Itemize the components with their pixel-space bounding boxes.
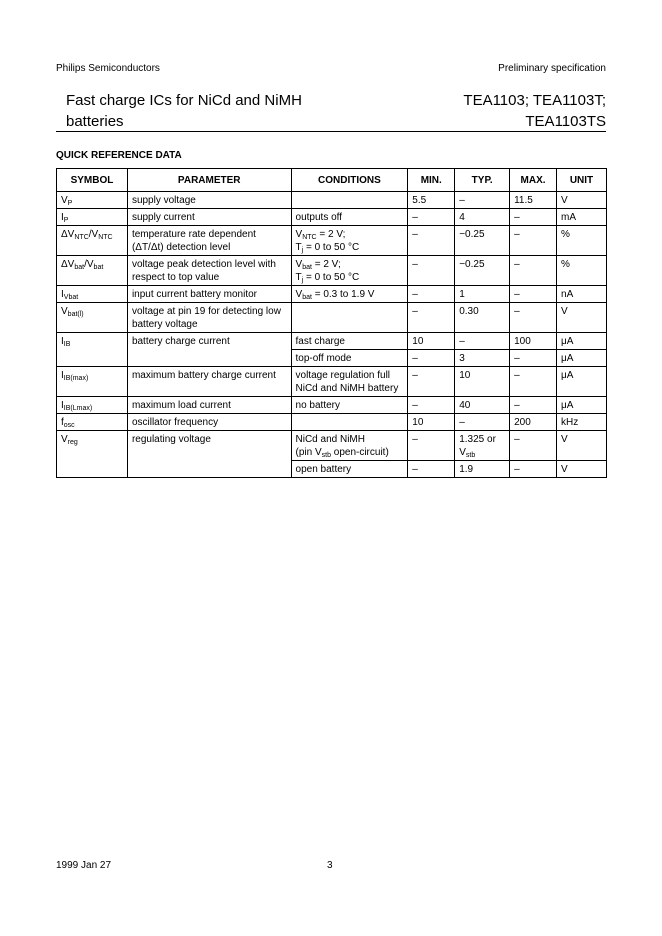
- document-title: [66, 90, 302, 132]
- min-cell: –: [408, 397, 455, 414]
- parameter-cell: regulating voltage: [127, 431, 291, 478]
- max-cell: –: [510, 350, 557, 367]
- symbol-cell: $V_{reg}$: [57, 431, 128, 478]
- unit-cell: μA: [557, 333, 607, 350]
- parameter-cell: temperature rate dependent (ΔT/Δt) detection level: [127, 226, 291, 256]
- typ-cell: –: [455, 333, 510, 350]
- conditions-cell: fast charge: [291, 333, 408, 350]
- symbol-cell: $V_P$: [57, 192, 128, 209]
- unit-cell: %: [557, 256, 607, 286]
- max-cell: –: [510, 397, 557, 414]
- title-line-2: batteries: [66, 113, 124, 130]
- typ-cell: −0.25: [455, 226, 510, 256]
- col-header-parameter: PARAMETER: [127, 169, 291, 192]
- typ-cell: 1.325 or $V_{stb}$: [455, 431, 510, 461]
- max-cell: 200: [510, 414, 557, 431]
- min-cell: 10: [408, 333, 455, 350]
- unit-cell: V: [557, 461, 607, 478]
- typ-cell: 3: [455, 350, 510, 367]
- max-cell: –: [510, 431, 557, 461]
- table-row: [57, 414, 607, 431]
- min-cell: –: [408, 256, 455, 286]
- min-cell: –: [408, 431, 455, 461]
- table-row: [57, 397, 607, 414]
- max-cell: –: [510, 461, 557, 478]
- typ-cell: −0.25: [455, 256, 510, 286]
- unit-cell: nA: [557, 286, 607, 303]
- col-header-typ: TYP.: [455, 169, 510, 192]
- parameter-cell: maximum load current: [127, 397, 291, 414]
- max-cell: –: [510, 286, 557, 303]
- table-row: [57, 333, 607, 350]
- max-cell: 100: [510, 333, 557, 350]
- symbol-cell: $V_{bat(l)}$: [57, 303, 128, 333]
- unit-cell: μA: [557, 397, 607, 414]
- unit-cell: mA: [557, 209, 607, 226]
- conditions-cell: [291, 414, 408, 431]
- table-row: [57, 431, 607, 461]
- conditions-cell: $V_{NTC} = 2$ V; $T_j = 0$ to 50 °C: [291, 226, 408, 256]
- conditions-cell: [291, 192, 408, 209]
- table-row: [57, 286, 607, 303]
- max-cell: –: [510, 367, 557, 397]
- quick-reference-table: [56, 168, 607, 478]
- section-title: QUICK REFERENCE DATA: [56, 150, 182, 161]
- table-row: [57, 209, 607, 226]
- min-cell: 10: [408, 414, 455, 431]
- unit-cell: V: [557, 192, 607, 209]
- parameter-cell: supply voltage: [127, 192, 291, 209]
- typ-cell: 0.30: [455, 303, 510, 333]
- symbol-cell: $I_{IB(Lmax)}$: [57, 397, 128, 414]
- unit-cell: μA: [557, 350, 607, 367]
- max-cell: –: [510, 226, 557, 256]
- col-header-unit: UNIT: [557, 169, 607, 192]
- min-cell: –: [408, 209, 455, 226]
- part-numbers: [463, 90, 606, 132]
- typ-cell: 1.9: [455, 461, 510, 478]
- unit-cell: V: [557, 303, 607, 333]
- conditions-cell: voltage regulation full NiCd and NiMH battery: [291, 367, 408, 397]
- unit-cell: %: [557, 226, 607, 256]
- symbol-cell: $\Delta V_{bat}/V_{bat}$: [57, 256, 128, 286]
- unit-cell: kHz: [557, 414, 607, 431]
- document-status: Preliminary specification: [498, 63, 606, 74]
- min-cell: –: [408, 286, 455, 303]
- table-row: [57, 192, 607, 209]
- conditions-cell: outputs off: [291, 209, 408, 226]
- title-line-1: Fast charge ICs for NiCd and NiMH: [66, 92, 302, 109]
- parameter-cell: voltage peak detection level with respect to top value: [127, 256, 291, 286]
- min-cell: –: [408, 303, 455, 333]
- typ-cell: 1: [455, 286, 510, 303]
- col-header-max: MAX.: [510, 169, 557, 192]
- symbol-cell: $I_{IB(max)}$: [57, 367, 128, 397]
- conditions-cell: NiCd and NiMH (pin $V_{stb}$ open-circuit): [291, 431, 408, 461]
- max-cell: 11.5: [510, 192, 557, 209]
- parameter-cell: battery charge current: [127, 333, 291, 367]
- unit-cell: V: [557, 431, 607, 461]
- company-name: Philips Semiconductors: [56, 63, 160, 74]
- col-header-conditions: CONDITIONS: [291, 169, 408, 192]
- conditions-cell: $V_{bat} = 0.3$ to 1.9 V: [291, 286, 408, 303]
- part-line-2: TEA1103TS: [525, 113, 606, 130]
- table-row: [57, 256, 607, 286]
- max-cell: –: [510, 209, 557, 226]
- symbol-cell: $\Delta V_{NTC}/V_{NTC}$: [57, 226, 128, 256]
- typ-cell: –: [455, 414, 510, 431]
- typ-cell: –: [455, 192, 510, 209]
- min-cell: –: [408, 367, 455, 397]
- typ-cell: 4: [455, 209, 510, 226]
- min-cell: –: [408, 226, 455, 256]
- footer-date: 1999 Jan 27: [56, 860, 112, 871]
- table-row: [57, 226, 607, 256]
- col-header-symbol: SYMBOL: [57, 169, 128, 192]
- table-header-row: [57, 169, 607, 192]
- min-cell: –: [408, 350, 455, 367]
- title-divider: [56, 131, 606, 132]
- parameter-cell: input current battery monitor: [127, 286, 291, 303]
- conditions-cell: top-off mode: [291, 350, 408, 367]
- max-cell: –: [510, 256, 557, 286]
- symbol-cell: $I_{Vbat}$: [57, 286, 128, 303]
- col-header-min: MIN.: [408, 169, 455, 192]
- parameter-cell: supply current: [127, 209, 291, 226]
- conditions-cell: $V_{bat} = 2$ V; $T_j = 0$ to 50 °C: [291, 256, 408, 286]
- parameter-cell: oscillator frequency: [127, 414, 291, 431]
- page-number: 3: [327, 860, 333, 871]
- min-cell: –: [408, 461, 455, 478]
- unit-cell: μA: [557, 367, 607, 397]
- symbol-cell: $I_P$: [57, 209, 128, 226]
- conditions-cell: [291, 303, 408, 333]
- parameter-cell: voltage at pin 19 for detecting low battery voltage: [127, 303, 291, 333]
- min-cell: 5.5: [408, 192, 455, 209]
- parameter-cell: maximum battery charge current: [127, 367, 291, 397]
- typ-cell: 10: [455, 367, 510, 397]
- table-row: [57, 367, 607, 397]
- conditions-cell: no battery: [291, 397, 408, 414]
- conditions-cell: open battery: [291, 461, 408, 478]
- typ-cell: 40: [455, 397, 510, 414]
- max-cell: –: [510, 303, 557, 333]
- table-row: [57, 303, 607, 333]
- symbol-cell: $f_{osc}$: [57, 414, 128, 431]
- symbol-cell: $I_{IB}$: [57, 333, 128, 367]
- part-line-1: TEA1103; TEA1103T;: [463, 92, 606, 109]
